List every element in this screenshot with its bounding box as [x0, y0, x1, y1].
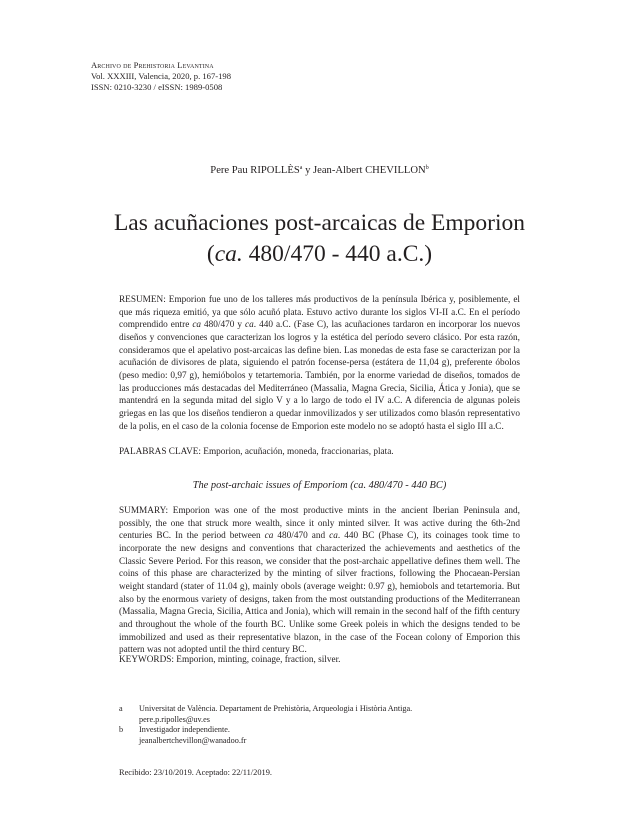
summary-text-1: SUMMARY: Emporion was one of the most productive mints in the ancient Iberian Peninsula and, possibly, the one that struck more wealth, since it only minted silver. It was active during the 6th-2nd centuries BC. In the period between [119, 506, 520, 542]
english-title: The post-archaic issues of Emporiom (ca. 480/470 - 440 BC) [192, 480, 447, 491]
summary-ca-2: ca [329, 531, 338, 542]
palabras-clave: PALABRAS CLAVE: Emporion, acuñación, moneda, fraccionarias, plata. [119, 447, 394, 457]
received-dates: Recibido: 23/10/2019. Aceptado: 22/11/2019. [119, 768, 272, 777]
journal-issn: ISSN: 0210-3230 / eISSN: 1989-0508 [91, 82, 223, 92]
summary-text-2: 480/470 and [273, 531, 330, 542]
resumen-ca-2: ca [245, 320, 254, 331]
author-2: Jean-Albert CHEVILLON [313, 165, 426, 176]
affiliation-mark-a: a [299, 165, 303, 171]
note-affiliation: Universitat de València. Departament de Prehistòria, Arqueologia i Història Antiga. [139, 704, 413, 713]
author-separator: y [302, 165, 314, 176]
note-mark: b [119, 725, 124, 735]
resumen-text-1: RESUMEN: Emporion fue uno de los talleres más productivos de la península Ibérica y, posiblemente, el que más riqueza emitió, ya que sólo acuñó plata. Estuvo activo durante los siglos VI-II a.C. En el período comprendido entre [119, 295, 520, 331]
note-email[interactable]: pere.p.ripolles@uv.es [139, 714, 210, 724]
resumen-paragraph [119, 294, 520, 433]
journal-volume: Vol. XXXIII, Valencia, 2020, p. 167-198 [91, 71, 232, 81]
resumen-text-2: 480/470 y [201, 320, 246, 331]
note-mark: a [119, 704, 123, 713]
keywords: KEYWORDS: Emporion, minting, coinage, fraction, silver. [119, 655, 341, 665]
summary-paragraph [119, 505, 520, 657]
summary-ca-1: ca [264, 531, 274, 542]
author-line [0, 165, 639, 176]
title-ca: ca. [214, 241, 243, 267]
journal-header [91, 60, 231, 93]
note-affiliation: Investigador independiente. [139, 725, 230, 735]
title-line-1: Las acuñaciones post-arcaicas de Emporion [113, 210, 526, 236]
affiliation-mark-b: b [425, 165, 429, 171]
title-open-paren: ( [206, 241, 215, 267]
resumen-ca-1: ca [192, 320, 202, 331]
summary-text-3: . 440 BC (Phase C), its coinages took time to incorporate the new designs and conventions that characterized the achievements and aesthetics of the Classic Severe Period. For this reason, we consider that the post-archaic appellative defines them well. The coins of this phase are characterized by the minting of silver fractions, following the Phocaean-Persian weight standard (stater of 11.04 g), mainly obols (average weight: 0.97 g), hemiobols and tetartemoria. But also by the enormous variety of designs, taken from the most outstanding productions of the Mediterranean (Massalia, Magna Grecia, Sicilia, Attica and Jonia), which will remain in the second half of the fifth century and throughout the whole of the fourth BC. Unlike some Greek poleis in which the designs tended to be immobilized and used as their representative blazon, in the case of the Focean colony of Emporion this pattern was not adopted until the third century BC. [119, 531, 520, 656]
note-b [119, 725, 412, 746]
note-a [119, 704, 412, 725]
title-dates: 480/470 - 440 a.C.) [242, 241, 433, 267]
journal-name: Archivo de Prehistoria Levantina [91, 60, 214, 70]
resumen-text-3: . 440 a.C. (Fase C), las acuñaciones tardaron en incorporar los nuevos diseños y convenciones que caracterizan los logros y la estética del período severo clásico. Por esta razón, consideramos que el apelativo post-arcaicas las define bien. Las monedas de esta fase se caracterizan por la acuñación de divisores de plata, siguiendo el patrón focense-persa (estátera de 11,04 g), preferente óbolos (peso medio: 0,97 g), hemióbolos y tetartemoria. También, por la enorme variedad de diseños, tomados de las producciones más destacadas del Mediterráneo (Massalia, Magna Grecia, Sicilia, Ática y Jonia), que se mantendrá en la segunda mitad del siglo V y a lo largo de todo el IV a.C. A diferencia de algunas poleis griegas en las que los diseños tendieron a quedar inmovilizados y ser utilizados como blasón representativo de la polis, en el caso de la colonia focense de Emporion este modelo no se adoptó hasta el siglo III a.C. [119, 320, 521, 432]
article-title [60, 208, 579, 270]
author-1: Pere Pau RIPOLLÈS [210, 165, 300, 176]
affiliation-notes [119, 704, 412, 747]
note-email[interactable]: jeanalbertchevillon@wanadoo.fr [139, 736, 247, 746]
